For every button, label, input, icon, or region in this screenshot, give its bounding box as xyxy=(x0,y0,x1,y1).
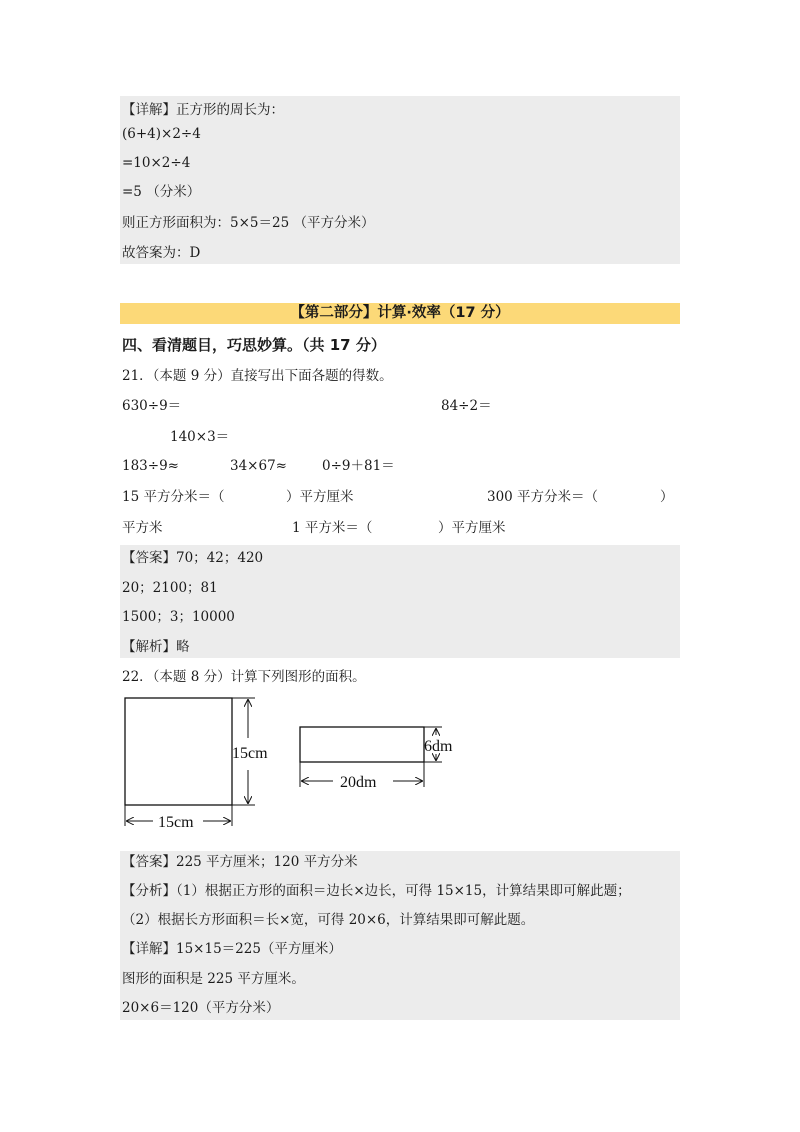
q21-item: 34×67≈ xyxy=(230,458,287,474)
q21-item: 84÷2＝ xyxy=(441,398,492,414)
detail-block xyxy=(120,96,680,264)
answer-line: （2）根据长方形面积＝长×宽，可得 20×6，计算结果即可解此题。 xyxy=(122,912,535,928)
q21-item: 140×3＝ xyxy=(170,429,230,445)
q21-item: 0÷9＋81＝ xyxy=(322,458,395,474)
q21-item: 300 平方分米＝（ xyxy=(487,489,599,505)
answer-line: 【详解】15×15＝225（平方厘米） xyxy=(122,941,342,957)
answer-line: 【答案】70；42；420 xyxy=(122,550,264,566)
square-shape xyxy=(125,698,232,805)
q21-item: ） xyxy=(660,489,674,505)
q21-item: 630÷9＝ xyxy=(122,398,182,414)
q21-item: ）平方厘米 xyxy=(286,489,354,505)
rectangle-shape xyxy=(300,727,424,762)
q21-item: ）平方厘米 xyxy=(438,520,506,536)
rect-height-label: 6dm xyxy=(424,738,453,755)
q21-item: 15 平方分米＝（ xyxy=(122,489,225,505)
q21-item: 1 平方米＝（ xyxy=(292,520,373,536)
detail-line: 故答案为：D xyxy=(122,245,201,261)
square-bottom-label: 15cm xyxy=(158,814,194,831)
detail-line: =5 （分米） xyxy=(122,184,201,200)
q21-item: 平方米 xyxy=(122,520,163,536)
rect-width-label: 20dm xyxy=(340,774,377,791)
square-side-label: 15cm xyxy=(232,745,268,762)
section-heading: 四、看清题目，巧思妙算。（共 17 分） xyxy=(122,336,386,354)
answer-line: 【解析】略 xyxy=(122,639,190,655)
answer-line: 1500；3；10000 xyxy=(122,609,235,625)
q22-answer-block xyxy=(120,851,680,1020)
answer-line: 20；2100；81 xyxy=(122,580,218,596)
answer-line: 【分析】（1）根据正方形的面积＝边长×边长，可得 15×15，计算结果即可解此题； xyxy=(122,883,631,899)
detail-line: 【详解】正方形的周长为： xyxy=(122,102,284,118)
section-banner: 【第二部分】计算·效率（17 分） xyxy=(120,303,680,324)
detail-line: (6+4)×2÷4 xyxy=(122,126,201,142)
answer-line: 图形的面积是 225 平方厘米。 xyxy=(122,971,305,987)
q22-figures xyxy=(115,690,475,840)
q21-item: 183÷9≈ xyxy=(122,458,179,474)
detail-line: =10×2÷4 xyxy=(122,155,191,171)
q21-prompt: 21．（本题 9 分）直接写出下面各题的得数。 xyxy=(122,368,393,384)
answer-line: 【答案】225 平方厘米；120 平方分米 xyxy=(122,854,358,870)
q22-prompt: 22．（本题 8 分）计算下列图形的面积。 xyxy=(122,669,366,685)
detail-line: 则正方形面积为：5×5＝25 （平方分米） xyxy=(122,215,375,231)
answer-line: 20×6＝120（平方分米） xyxy=(122,1000,280,1016)
